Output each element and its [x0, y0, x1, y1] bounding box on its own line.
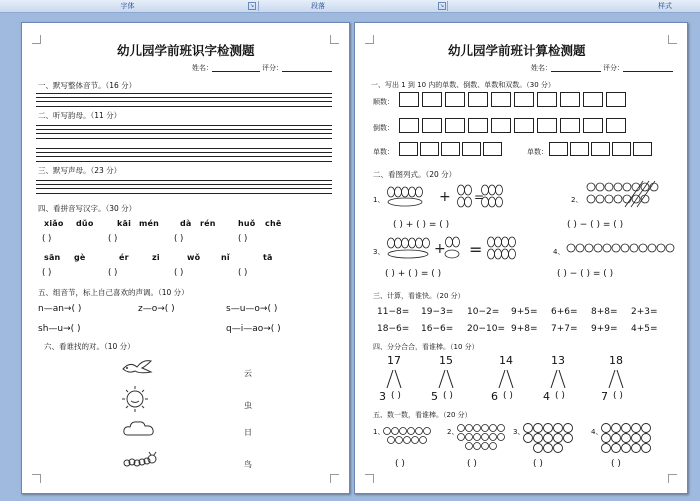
name-label: 姓名：: [531, 64, 552, 72]
name-field[interactable]: [551, 71, 601, 72]
match-word: 鸟: [244, 460, 252, 469]
split-answer-blank[interactable]: ( ): [443, 391, 453, 401]
ribbon-bar: [0, 0, 700, 13]
svg-text:+: +: [439, 189, 451, 205]
margin-corner-mark: [32, 35, 41, 44]
equation-blank[interactable]: ( ) + ( ) = ( ): [393, 220, 450, 230]
syllable-exercise[interactable]: q—i—ao→( ): [226, 324, 281, 334]
section-heading: 二、听写韵母。（11 分）: [38, 111, 122, 120]
split-known-part: 4: [543, 390, 550, 403]
count-answer-blank[interactable]: ( ): [611, 459, 621, 469]
writing-lines[interactable]: [36, 148, 332, 162]
smiley-counting-picture-icon: [457, 423, 505, 453]
pinyin: tā: [263, 253, 273, 262]
answer-paren[interactable]: ( ): [238, 268, 248, 278]
match-word: 日: [244, 428, 252, 437]
writing-lines[interactable]: [36, 93, 332, 107]
question-number: 3、: [513, 428, 525, 436]
beads-picture-icon: [565, 237, 675, 259]
split-known-part: 6: [491, 390, 498, 403]
question-number: 4、: [591, 428, 603, 436]
answer-box-row[interactable]: [399, 92, 629, 107]
split-top-number: 13: [551, 354, 565, 367]
pinyin: chē: [265, 219, 282, 228]
count-answer-blank[interactable]: ( ): [533, 459, 543, 469]
page-title: 幼儿园学前班识字检测题: [117, 43, 255, 58]
pinyin: huǒ: [238, 219, 256, 228]
row-label: 单数：: [373, 148, 394, 156]
margin-corner-mark: [668, 474, 677, 483]
calc-item[interactable]: 16−6=: [421, 324, 454, 334]
section-heading: 五、组音节，标上自己喜欢的声调。（10 分）: [38, 288, 189, 297]
pinyin: wǒ: [187, 253, 201, 262]
row-label: 顺数：: [373, 98, 394, 106]
calc-item[interactable]: 10−2=: [467, 307, 500, 317]
calc-item[interactable]: 18−6=: [377, 324, 410, 334]
answer-paren[interactable]: ( ): [108, 268, 118, 278]
section-heading: 四、分分合合，看谁棒。（10 分）: [373, 343, 479, 351]
name-label: 姓名：: [192, 64, 213, 72]
score-label: 评分：: [262, 64, 283, 72]
row-label: 倒数：: [373, 124, 394, 132]
font-dialog-launcher-icon[interactable]: ↘: [249, 3, 255, 9]
match-word: 虫: [244, 401, 252, 410]
split-top-number: 18: [609, 354, 623, 367]
writing-lines[interactable]: [36, 180, 332, 194]
margin-corner-mark: [365, 35, 374, 44]
match-word: 云: [244, 369, 252, 378]
split-branch-lines: [375, 368, 665, 390]
equation-blank[interactable]: ( ) + ( ) = ( ): [385, 269, 442, 279]
calc-item[interactable]: 7+7=: [551, 324, 578, 334]
section-heading: 二、看图列式。（20 分）: [373, 170, 457, 179]
calc-item[interactable]: 19−3=: [421, 307, 454, 317]
smiley-groups-picture-icon: [387, 235, 537, 263]
split-answer-blank[interactable]: ( ): [613, 391, 623, 401]
calc-item[interactable]: 4+5=: [631, 324, 658, 334]
answer-paren[interactable]: ( ): [42, 234, 52, 244]
calc-item[interactable]: 9+9=: [591, 324, 618, 334]
answer-paren[interactable]: ( ): [174, 234, 184, 244]
pinyin: mén: [139, 219, 160, 228]
calc-item[interactable]: 11−8=: [377, 307, 410, 317]
sun-picture-icon: [120, 385, 150, 413]
margin-corner-mark: [330, 474, 339, 483]
section-heading: 五、数一数，看谁棒。（20 分）: [373, 411, 472, 419]
document-page-2[interactable]: [354, 22, 688, 494]
smiley-groups-picture-icon: [387, 183, 505, 211]
section-heading: 三、计算，看谁快。（20 分）: [373, 292, 465, 300]
split-known-part: 3: [379, 390, 386, 403]
section-heading: 一、写出 1 到 10 内的单数、倒数、单数和双数。（30 分）: [371, 81, 555, 89]
question-number: 3、: [373, 248, 385, 256]
calc-item[interactable]: 8+8=: [591, 307, 618, 317]
svg-text:=: =: [474, 190, 485, 204]
count-answer-blank[interactable]: ( ): [467, 459, 477, 469]
smiley-counting-picture-icon: [383, 425, 433, 447]
pinyin: zi: [152, 253, 160, 262]
score-field[interactable]: [623, 71, 673, 72]
writing-lines[interactable]: [36, 125, 332, 139]
count-answer-blank[interactable]: ( ): [395, 459, 405, 469]
answer-box-row[interactable]: [549, 142, 654, 156]
crossed-circles-picture-icon: [585, 179, 661, 211]
question-number: 4、: [553, 248, 565, 256]
calc-item[interactable]: 2+3=: [631, 307, 658, 317]
circle-counting-picture-icon: [601, 423, 657, 453]
margin-corner-mark: [32, 474, 41, 483]
question-number: 1、: [373, 196, 385, 204]
row-label: 单数：: [527, 148, 548, 156]
calc-item[interactable]: 9+5=: [511, 307, 538, 317]
split-top-number: 15: [439, 354, 453, 367]
split-top-number: 17: [387, 354, 401, 367]
page-title: 幼儿园学前班计算检测题: [448, 43, 586, 58]
section-heading: 四、看拼音写汉字。（30 分）: [38, 204, 137, 213]
answer-paren[interactable]: ( ): [174, 268, 184, 278]
split-answer-blank[interactable]: ( ): [503, 391, 513, 401]
answer-paren[interactable]: ( ): [108, 234, 118, 244]
pinyin: xiǎo: [44, 219, 64, 228]
ribbon-separator: [447, 1, 448, 11]
pinyin: ér: [119, 253, 129, 262]
margin-corner-mark: [668, 35, 677, 44]
question-number: 2、: [571, 196, 583, 204]
answer-paren[interactable]: ( ): [42, 268, 52, 278]
document-page-1[interactable]: [21, 22, 350, 494]
pinyin: dà: [180, 219, 192, 228]
split-answer-blank[interactable]: ( ): [391, 391, 401, 401]
ribbon-group-styles[interactable]: 样式: [658, 2, 672, 10]
equation-blank[interactable]: ( ) − ( ) = ( ): [557, 269, 614, 279]
answer-box-row[interactable]: [399, 118, 629, 133]
bird-picture-icon: [120, 357, 154, 377]
svg-text:=: =: [469, 240, 483, 259]
cloud-picture-icon: [122, 419, 156, 439]
pinyin: dǔo: [76, 219, 94, 228]
pinyin: kāi: [117, 219, 132, 228]
question-number: 2、: [447, 428, 459, 436]
score-label: 评分：: [603, 64, 624, 72]
section-heading: 六、看谁找的对。（10 分）: [44, 342, 135, 351]
question-number: 1、: [373, 428, 385, 436]
score-field[interactable]: [282, 71, 332, 72]
circle-counting-picture-icon: [523, 423, 579, 453]
margin-corner-mark: [365, 474, 374, 483]
pinyin: sān: [44, 253, 61, 262]
paragraph-dialog-launcher-icon[interactable]: ↘: [439, 3, 445, 9]
split-top-number: 14: [499, 354, 513, 367]
syllable-exercise[interactable]: s—u—o→( ): [226, 304, 278, 314]
name-field[interactable]: [212, 71, 260, 72]
pinyin: gè: [74, 253, 86, 262]
syllable-exercise[interactable]: z—o→( ): [138, 304, 175, 314]
section-heading: 三、默写声母。（23 分）: [38, 166, 122, 175]
ribbon-group-font[interactable]: 字体: [120, 2, 135, 10]
equation-blank[interactable]: ( ) − ( ) = ( ): [567, 220, 624, 230]
calc-item[interactable]: 9+8=: [511, 324, 538, 334]
ribbon-group-paragraph[interactable]: 段落: [311, 2, 325, 10]
section-heading: 一、默写整体音节。（16 分）: [38, 81, 137, 90]
syllable-exercise[interactable]: n—an→( ): [38, 304, 82, 314]
split-known-part: 7: [601, 390, 608, 403]
margin-corner-mark: [330, 35, 339, 44]
answer-box-row[interactable]: [399, 142, 504, 156]
split-known-part: 5: [431, 390, 438, 403]
syllable-exercise[interactable]: sh—u→( ): [38, 324, 81, 334]
split-answer-blank[interactable]: ( ): [555, 391, 565, 401]
answer-paren[interactable]: ( ): [238, 234, 248, 244]
calc-item[interactable]: 6+6=: [551, 307, 578, 317]
pinyin: rén: [200, 219, 216, 228]
calc-item[interactable]: 20−10=: [467, 324, 505, 334]
svg-text:+: +: [434, 241, 446, 257]
pinyin: nǐ: [221, 253, 230, 262]
caterpillar-picture-icon: [122, 451, 158, 471]
